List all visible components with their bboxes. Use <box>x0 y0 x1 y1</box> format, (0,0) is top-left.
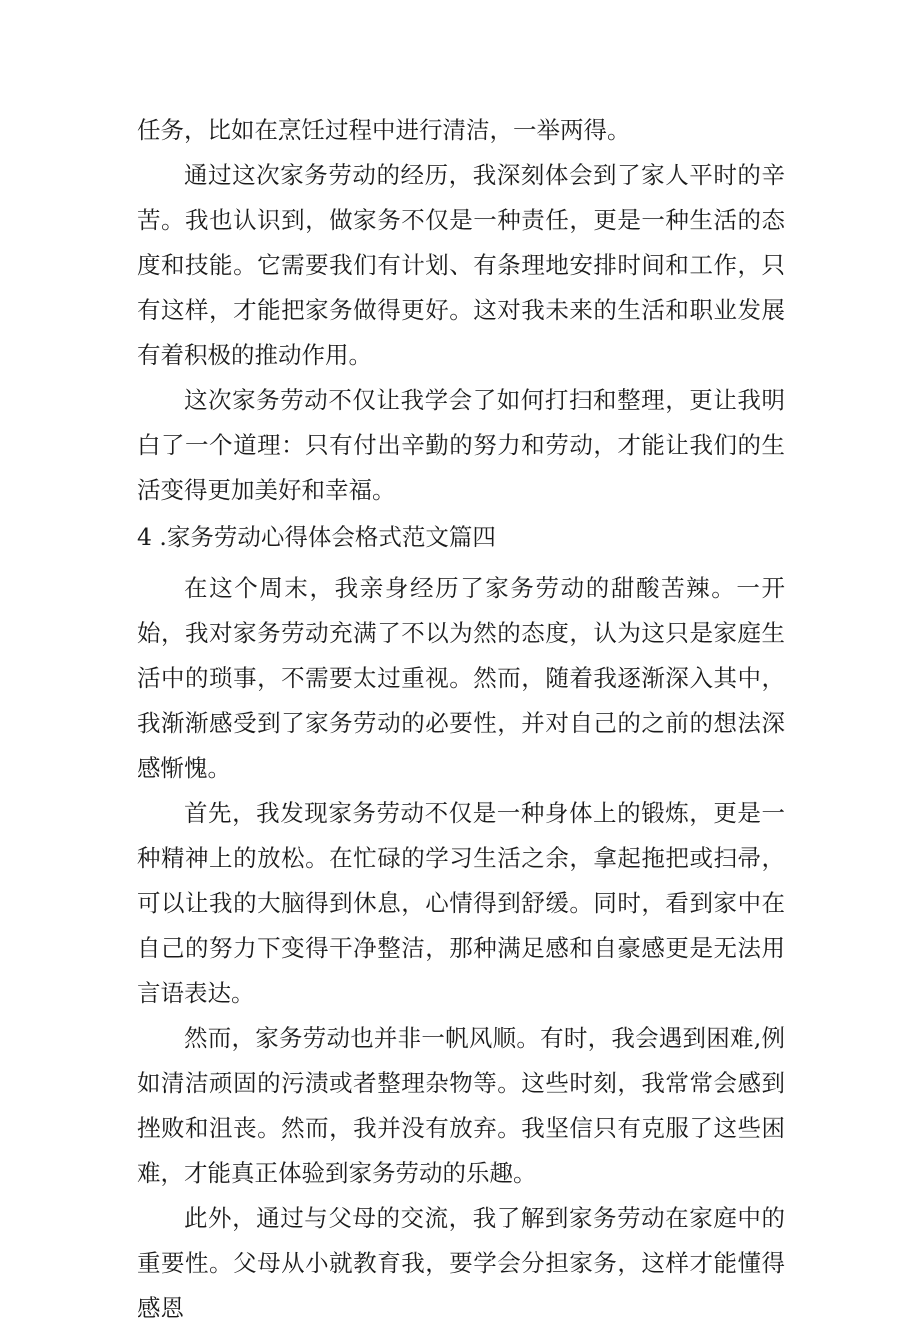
paragraph: 然而，家务劳动也并非一帆风顺。有时，我会遇到困难,例如清洁顽固的污渍或者整理杂物等。这些时刻，我常常会感到挫败和沮丧。然而，我并没有放弃。我坚信只有克服了这些困难，才能真正体验到家务劳动的乐趣。 <box>137 1024 785 1187</box>
paragraph: 这次家务劳动不仅让我学会了如何打扫和整理，更让我明白了一个道理：只有付出辛勤的努力和劳动，才能让我们的生活变得更加美好和幸福。 <box>137 386 785 504</box>
section-heading: 4 .家务劳动心得体会格式范文篇四 <box>137 523 496 551</box>
paragraph: 首先，我发现家务劳动不仅是一种身体上的锻炼，更是一种精神上的放松。在忙碌的学习生活之余，拿起拖把或扫帚，可以让我的大脑得到休息，心情得到舒缓。同时，看到家中在自己的努力下变得干净整洁，那种满足感和自豪感更是无法用言语表达。 <box>137 799 785 1007</box>
paragraph: 任务，比如在烹饪过程中进行清洁，一举两得。 <box>137 116 631 144</box>
paragraph: 通过这次家务劳动的经历，我深刻体会到了家人平时的辛苦。我也认识到，做家务不仅是一种责任，更是一种生活的态度和技能。它需要我们有计划、有条理地安排时间和工作，只有这样，才能把家务做得更好。这对我未来的生活和职业发展有着积极的推动作用。 <box>137 161 785 369</box>
document-body <box>137 108 785 1331</box>
paragraph: 此外，通过与父母的交流，我了解到家务劳动在家庭中的重要性。父母从小就教育我，要学会分担家务，这样才能懂得感恩 <box>137 1204 785 1322</box>
paragraph: 在这个周末，我亲身经历了家务劳动的甜酸苦辣。一开始，我对家务劳动充满了不以为然的态度，认为这只是家庭生活中的琐事，不需要太过重视。然而，随着我逐渐深入其中，我渐渐感受到了家务劳动的必要性，并对自己的之前的想法深感惭愧。 <box>137 574 785 782</box>
